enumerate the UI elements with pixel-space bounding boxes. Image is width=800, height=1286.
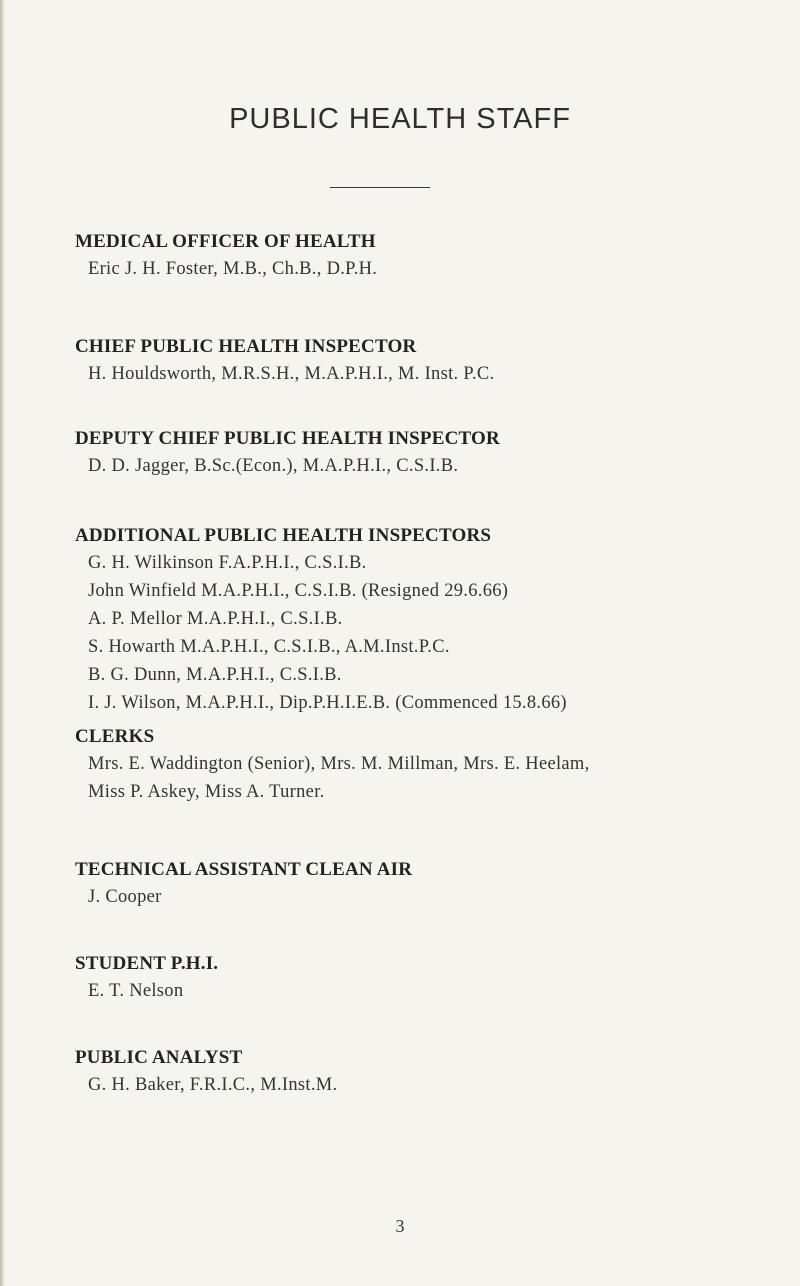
section-heading: STUDENT P.H.I. — [75, 953, 219, 974]
staff-entry: J. Cooper — [88, 887, 162, 907]
section-heading: PUBLIC ANALYST — [75, 1047, 243, 1068]
staff-entry: G. H. Wilkinson F.A.P.H.I., C.S.I.B. — [88, 553, 367, 573]
section-heading: ADDITIONAL PUBLIC HEALTH INSPECTORS — [75, 525, 492, 546]
section-medical-officer — [75, 229, 785, 283]
staff-entry: I. J. Wilson, M.A.P.H.I., Dip.P.H.I.E.B. (Commenced 15.8.66) — [88, 693, 567, 713]
section-deputy-chief-inspector — [75, 426, 785, 480]
staff-entry: A. P. Mellor M.A.P.H.I., C.S.I.B. — [88, 609, 343, 629]
section-student — [75, 951, 785, 1005]
section-public-analyst — [75, 1045, 785, 1099]
section-heading: CHIEF PUBLIC HEALTH INSPECTOR — [75, 336, 417, 357]
staff-entry: B. G. Dunn, M.A.P.H.I., C.S.I.B. — [88, 665, 342, 685]
section-clerks — [75, 724, 785, 806]
page-title: PUBLIC HEALTH STAFF — [229, 103, 571, 135]
staff-entry: John Winfield M.A.P.H.I., C.S.I.B. (Resigned 29.6.66) — [88, 581, 509, 601]
staff-entry: S. Howarth M.A.P.H.I., C.S.I.B., A.M.Inst.P.C. — [88, 637, 450, 657]
section-heading: CLERKS — [75, 726, 155, 747]
staff-entry: H. Houldsworth, M.R.S.H., M.A.P.H.I., M. Inst. P.C. — [88, 364, 495, 384]
staff-entry: D. D. Jagger, B.Sc.(Econ.), M.A.P.H.I., C.S.I.B. — [88, 456, 459, 476]
staff-entry: G. H. Baker, F.R.I.C., M.Inst.M. — [88, 1075, 338, 1095]
page-binding-edge — [0, 0, 4, 1286]
title-divider — [330, 187, 430, 188]
staff-entry: E. T. Nelson — [88, 981, 184, 1001]
section-heading: DEPUTY CHIEF PUBLIC HEALTH INSPECTOR — [75, 428, 500, 449]
staff-entry: Miss P. Askey, Miss A. Turner. — [88, 782, 325, 802]
section-chief-inspector — [75, 334, 785, 388]
section-heading: TECHNICAL ASSISTANT CLEAN AIR — [75, 859, 413, 880]
staff-entry: Eric J. H. Foster, M.B., Ch.B., D.P.H. — [88, 259, 378, 279]
section-additional-inspectors — [75, 523, 785, 717]
page-number: 3 — [395, 1216, 405, 1236]
section-heading: MEDICAL OFFICER OF HEALTH — [75, 231, 376, 252]
staff-entry: Mrs. E. Waddington (Senior), Mrs. M. Millman, Mrs. E. Heelam, — [88, 754, 590, 774]
section-technical-assistant — [75, 857, 785, 911]
